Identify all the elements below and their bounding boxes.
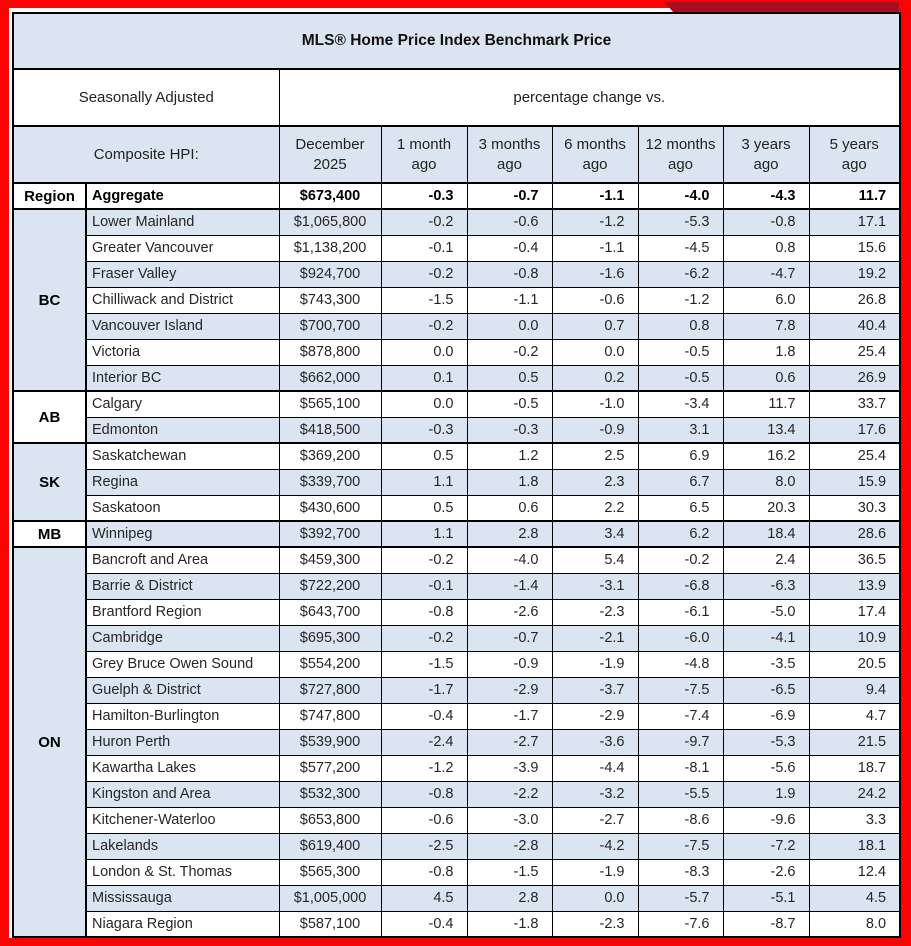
pct-6-months: -2.3 xyxy=(552,599,638,625)
pct-3-years: -4.7 xyxy=(723,261,809,287)
pct-6-months: -0.6 xyxy=(552,287,638,313)
pct-3-years: 20.3 xyxy=(723,495,809,521)
pct-3-years: -2.6 xyxy=(723,859,809,885)
area-name: Regina xyxy=(86,469,279,495)
pct-6-months: -0.9 xyxy=(552,417,638,443)
pct-5-years: 9.4 xyxy=(809,677,900,703)
benchmark-price: $722,200 xyxy=(279,573,381,599)
table-title-row xyxy=(13,13,900,69)
pct-3-months: -0.4 xyxy=(467,235,552,261)
pct-1-month: 0.1 xyxy=(381,365,467,391)
pct-3-months: -3.0 xyxy=(467,807,552,833)
table-row xyxy=(13,651,900,677)
pct-6-months: -2.1 xyxy=(552,625,638,651)
pct-3-years: -5.1 xyxy=(723,885,809,911)
pct-3-years: 8.0 xyxy=(723,469,809,495)
pct-6-months: 2.5 xyxy=(552,443,638,469)
pct-3-months: 0.6 xyxy=(467,495,552,521)
pct-3-months: 2.8 xyxy=(467,521,552,547)
benchmark-price: $1,138,200 xyxy=(279,235,381,261)
benchmark-price: $430,600 xyxy=(279,495,381,521)
pct-1-month: -0.4 xyxy=(381,911,467,937)
pct-12-months: -7.5 xyxy=(638,833,723,859)
pct-6-months: -3.2 xyxy=(552,781,638,807)
pct-3-months: -1.4 xyxy=(467,573,552,599)
pct-6-months: -4.4 xyxy=(552,755,638,781)
region-column-label: Region xyxy=(13,183,86,209)
seasonally-adjusted-label: Seasonally Adjusted xyxy=(13,69,279,126)
pct-5-years: 18.7 xyxy=(809,755,900,781)
table-row xyxy=(13,417,900,443)
benchmark-price: $532,300 xyxy=(279,781,381,807)
pct-3-months: -2.9 xyxy=(467,677,552,703)
column-header-row xyxy=(13,126,900,183)
area-name: Winnipeg xyxy=(86,521,279,547)
column-header-december-2025: December 2025 xyxy=(279,126,381,183)
pct-6-months: -3.6 xyxy=(552,729,638,755)
pct-1-month: -0.8 xyxy=(381,599,467,625)
pct-1-month: 0.0 xyxy=(381,391,467,417)
pct-1-month: 0.5 xyxy=(381,495,467,521)
benchmark-price: $643,700 xyxy=(279,599,381,625)
pct-1-month: -0.3 xyxy=(381,417,467,443)
pct-12-months: -8.1 xyxy=(638,755,723,781)
area-name: Saskatchewan xyxy=(86,443,279,469)
pct-1-month: 0.0 xyxy=(381,339,467,365)
province-label: MB xyxy=(13,521,86,547)
pct-5-years: 4.5 xyxy=(809,885,900,911)
area-name: Lower Mainland xyxy=(86,209,279,235)
pct-12-months: 6.2 xyxy=(638,521,723,547)
pct-5-years: 17.6 xyxy=(809,417,900,443)
pct-12-months: -0.5 xyxy=(638,339,723,365)
benchmark-price: $619,400 xyxy=(279,833,381,859)
pct-12-months: -6.0 xyxy=(638,625,723,651)
table-row xyxy=(13,677,900,703)
area-name: Guelph & District xyxy=(86,677,279,703)
table-row xyxy=(13,235,900,261)
area-name: Bancroft and Area xyxy=(86,547,279,573)
pct-3-years: -5.0 xyxy=(723,599,809,625)
table-row xyxy=(13,781,900,807)
pct-3-months: -2.2 xyxy=(467,781,552,807)
table-row xyxy=(13,287,900,313)
pct-12-months: -7.6 xyxy=(638,911,723,937)
column-header-6-months-ago: 6 months ago xyxy=(552,126,638,183)
pct-6-months: -2.3 xyxy=(552,911,638,937)
pct-6-months: -3.1 xyxy=(552,573,638,599)
pct-12-months: 3.1 xyxy=(638,417,723,443)
area-name: Interior BC xyxy=(86,365,279,391)
aggregate-pct-1-month: -0.3 xyxy=(381,183,467,209)
column-header-12-months-ago: 12 months ago xyxy=(638,126,723,183)
pct-3-months: -2.8 xyxy=(467,833,552,859)
pct-1-month: -0.8 xyxy=(381,859,467,885)
pct-5-years: 40.4 xyxy=(809,313,900,339)
pct-5-years: 36.5 xyxy=(809,547,900,573)
pct-6-months: -2.7 xyxy=(552,807,638,833)
table-row xyxy=(13,859,900,885)
pct-1-month: -0.2 xyxy=(381,209,467,235)
pct-12-months: 6.5 xyxy=(638,495,723,521)
pct-3-months: -2.7 xyxy=(467,729,552,755)
aggregate-pct-12-months: -4.0 xyxy=(638,183,723,209)
benchmark-price: $653,800 xyxy=(279,807,381,833)
pct-3-months: 2.8 xyxy=(467,885,552,911)
table-row xyxy=(13,573,900,599)
table-row xyxy=(13,755,900,781)
pct-3-months: 1.8 xyxy=(467,469,552,495)
table-row xyxy=(13,729,900,755)
pct-6-months: -1.6 xyxy=(552,261,638,287)
benchmark-price: $565,300 xyxy=(279,859,381,885)
pct-12-months: -4.5 xyxy=(638,235,723,261)
pct-1-month: -0.1 xyxy=(381,573,467,599)
benchmark-price: $695,300 xyxy=(279,625,381,651)
hpi-table xyxy=(12,12,901,938)
pct-5-years: 19.2 xyxy=(809,261,900,287)
table-row xyxy=(13,599,900,625)
benchmark-price: $1,065,800 xyxy=(279,209,381,235)
table-row xyxy=(13,391,900,417)
pct-12-months: -8.3 xyxy=(638,859,723,885)
aggregate-pct-3-years: -4.3 xyxy=(723,183,809,209)
pct-3-years: 1.9 xyxy=(723,781,809,807)
pct-1-month: -1.2 xyxy=(381,755,467,781)
pct-5-years: 25.4 xyxy=(809,443,900,469)
pct-12-months: -9.7 xyxy=(638,729,723,755)
pct-3-years: 0.8 xyxy=(723,235,809,261)
pct-3-years: 7.8 xyxy=(723,313,809,339)
pct-12-months: 0.8 xyxy=(638,313,723,339)
pct-1-month: -2.4 xyxy=(381,729,467,755)
subheader-row xyxy=(13,69,900,126)
percentage-change-label: percentage change vs. xyxy=(279,69,900,126)
area-name: Kawartha Lakes xyxy=(86,755,279,781)
pct-3-months: -1.7 xyxy=(467,703,552,729)
pct-3-months: 1.2 xyxy=(467,443,552,469)
pct-1-month: -0.2 xyxy=(381,313,467,339)
pct-12-months: -5.7 xyxy=(638,885,723,911)
pct-3-months: -0.7 xyxy=(467,625,552,651)
area-name: London & St. Thomas xyxy=(86,859,279,885)
area-name: Barrie & District xyxy=(86,573,279,599)
area-name: Hamilton-Burlington xyxy=(86,703,279,729)
area-name: Saskatoon xyxy=(86,495,279,521)
pct-5-years: 18.1 xyxy=(809,833,900,859)
benchmark-price: $700,700 xyxy=(279,313,381,339)
pct-12-months: -8.6 xyxy=(638,807,723,833)
area-name: Vancouver Island xyxy=(86,313,279,339)
benchmark-price: $554,200 xyxy=(279,651,381,677)
pct-6-months: -1.0 xyxy=(552,391,638,417)
area-name: Lakelands xyxy=(86,833,279,859)
benchmark-price: $418,500 xyxy=(279,417,381,443)
pct-3-years: 16.2 xyxy=(723,443,809,469)
pct-12-months: -3.4 xyxy=(638,391,723,417)
pct-6-months: -2.9 xyxy=(552,703,638,729)
pct-3-years: -3.5 xyxy=(723,651,809,677)
column-header-3-years-ago: 3 years ago xyxy=(723,126,809,183)
pct-12-months: -0.5 xyxy=(638,365,723,391)
benchmark-price: $339,700 xyxy=(279,469,381,495)
pct-1-month: 4.5 xyxy=(381,885,467,911)
province-label: BC xyxy=(13,209,86,391)
pct-5-years: 26.9 xyxy=(809,365,900,391)
area-name: Chilliwack and District xyxy=(86,287,279,313)
benchmark-price: $565,100 xyxy=(279,391,381,417)
pct-6-months: 5.4 xyxy=(552,547,638,573)
pct-5-years: 4.7 xyxy=(809,703,900,729)
pct-3-months: 0.0 xyxy=(467,313,552,339)
table-row xyxy=(13,313,900,339)
pct-3-years: 11.7 xyxy=(723,391,809,417)
pct-5-years: 17.4 xyxy=(809,599,900,625)
table-row xyxy=(13,521,900,547)
pct-5-years: 10.9 xyxy=(809,625,900,651)
pct-3-months: -0.8 xyxy=(467,261,552,287)
pct-6-months: -1.2 xyxy=(552,209,638,235)
pct-5-years: 15.9 xyxy=(809,469,900,495)
benchmark-price: $747,800 xyxy=(279,703,381,729)
pct-6-months: 0.2 xyxy=(552,365,638,391)
table-row xyxy=(13,547,900,573)
pct-1-month: 1.1 xyxy=(381,469,467,495)
table-row xyxy=(13,469,900,495)
pct-3-months: -4.0 xyxy=(467,547,552,573)
benchmark-price: $727,800 xyxy=(279,677,381,703)
table-row xyxy=(13,365,900,391)
pct-3-years: 18.4 xyxy=(723,521,809,547)
table-row xyxy=(13,625,900,651)
pct-6-months: -4.2 xyxy=(552,833,638,859)
table-row xyxy=(13,495,900,521)
pct-5-years: 24.2 xyxy=(809,781,900,807)
table-body xyxy=(13,183,900,937)
pct-5-years: 3.3 xyxy=(809,807,900,833)
pct-12-months: -1.2 xyxy=(638,287,723,313)
table-row xyxy=(13,261,900,287)
pct-3-months: -1.5 xyxy=(467,859,552,885)
pct-6-months: 3.4 xyxy=(552,521,638,547)
pct-1-month: -1.7 xyxy=(381,677,467,703)
area-name: Brantford Region xyxy=(86,599,279,625)
pct-5-years: 26.8 xyxy=(809,287,900,313)
pct-6-months: 0.0 xyxy=(552,885,638,911)
pct-1-month: -1.5 xyxy=(381,651,467,677)
benchmark-price: $392,700 xyxy=(279,521,381,547)
pct-1-month: -1.5 xyxy=(381,287,467,313)
aggregate-pct-6-months: -1.1 xyxy=(552,183,638,209)
benchmark-price: $662,000 xyxy=(279,365,381,391)
area-name: Cambridge xyxy=(86,625,279,651)
pct-6-months: 2.3 xyxy=(552,469,638,495)
pct-3-years: 1.8 xyxy=(723,339,809,365)
column-header-1-month-ago: 1 month ago xyxy=(381,126,467,183)
pct-3-years: -8.7 xyxy=(723,911,809,937)
area-name: Edmonton xyxy=(86,417,279,443)
pct-12-months: -5.3 xyxy=(638,209,723,235)
benchmark-price: $878,800 xyxy=(279,339,381,365)
pct-5-years: 8.0 xyxy=(809,911,900,937)
province-label: AB xyxy=(13,391,86,443)
pct-3-years: -6.3 xyxy=(723,573,809,599)
pct-1-month: -0.2 xyxy=(381,625,467,651)
pct-6-months: -1.9 xyxy=(552,859,638,885)
area-name: Grey Bruce Owen Sound xyxy=(86,651,279,677)
pct-3-years: -6.9 xyxy=(723,703,809,729)
pct-1-month: -0.2 xyxy=(381,261,467,287)
pct-3-years: 13.4 xyxy=(723,417,809,443)
pct-3-years: 0.6 xyxy=(723,365,809,391)
pct-3-years: -7.2 xyxy=(723,833,809,859)
benchmark-price: $924,700 xyxy=(279,261,381,287)
pct-1-month: -0.1 xyxy=(381,235,467,261)
pct-3-months: -3.9 xyxy=(467,755,552,781)
aggregate-pct-3-months: -0.7 xyxy=(467,183,552,209)
pct-3-months: -0.9 xyxy=(467,651,552,677)
benchmark-price: $577,200 xyxy=(279,755,381,781)
pct-6-months: 0.0 xyxy=(552,339,638,365)
area-name: Greater Vancouver xyxy=(86,235,279,261)
pct-1-month: -2.5 xyxy=(381,833,467,859)
aggregate-pct-5-years: 11.7 xyxy=(809,183,900,209)
pct-12-months: -0.2 xyxy=(638,547,723,573)
pct-1-month: -0.8 xyxy=(381,781,467,807)
pct-6-months: -3.7 xyxy=(552,677,638,703)
pct-12-months: -7.5 xyxy=(638,677,723,703)
benchmark-price: $369,200 xyxy=(279,443,381,469)
pct-5-years: 17.1 xyxy=(809,209,900,235)
pct-5-years: 13.9 xyxy=(809,573,900,599)
table-row xyxy=(13,833,900,859)
pct-5-years: 21.5 xyxy=(809,729,900,755)
area-name: Victoria xyxy=(86,339,279,365)
pct-5-years: 33.7 xyxy=(809,391,900,417)
pct-3-years: 6.0 xyxy=(723,287,809,313)
pct-12-months: 6.7 xyxy=(638,469,723,495)
composite-hpi-label: Composite HPI: xyxy=(13,126,279,183)
pct-1-month: 1.1 xyxy=(381,521,467,547)
area-name: Calgary xyxy=(86,391,279,417)
pct-12-months: -6.8 xyxy=(638,573,723,599)
table-row xyxy=(13,443,900,469)
province-label: ON xyxy=(13,547,86,937)
pct-3-years: -4.1 xyxy=(723,625,809,651)
pct-3-months: -0.5 xyxy=(467,391,552,417)
pct-6-months: 2.2 xyxy=(552,495,638,521)
pct-6-months: 0.7 xyxy=(552,313,638,339)
pct-12-months: -7.4 xyxy=(638,703,723,729)
aggregate-row xyxy=(13,183,900,209)
pct-12-months: -6.1 xyxy=(638,599,723,625)
pct-1-month: -0.2 xyxy=(381,547,467,573)
pct-3-years: -0.8 xyxy=(723,209,809,235)
table-row xyxy=(13,209,900,235)
table-row xyxy=(13,911,900,937)
pct-5-years: 15.6 xyxy=(809,235,900,261)
table-row xyxy=(13,703,900,729)
pct-3-months: -1.1 xyxy=(467,287,552,313)
pct-6-months: -1.1 xyxy=(552,235,638,261)
table-row xyxy=(13,339,900,365)
pct-3-years: -5.6 xyxy=(723,755,809,781)
pct-12-months: 6.9 xyxy=(638,443,723,469)
page-title: MLS® Home Price Index Benchmark Price xyxy=(13,13,900,69)
area-name: Kingston and Area xyxy=(86,781,279,807)
area-name: Fraser Valley xyxy=(86,261,279,287)
pct-5-years: 20.5 xyxy=(809,651,900,677)
benchmark-price: $539,900 xyxy=(279,729,381,755)
area-name: Niagara Region xyxy=(86,911,279,937)
pct-3-months: -1.8 xyxy=(467,911,552,937)
pct-6-months: -1.9 xyxy=(552,651,638,677)
aggregate-price: $673,400 xyxy=(279,183,381,209)
area-name: Kitchener-Waterloo xyxy=(86,807,279,833)
pct-1-month: 0.5 xyxy=(381,443,467,469)
pct-3-years: -6.5 xyxy=(723,677,809,703)
area-name: Huron Perth xyxy=(86,729,279,755)
pct-5-years: 28.6 xyxy=(809,521,900,547)
table-row xyxy=(13,807,900,833)
column-header-3-months-ago: 3 months ago xyxy=(467,126,552,183)
pct-3-years: -5.3 xyxy=(723,729,809,755)
province-label: SK xyxy=(13,443,86,521)
aggregate-name: Aggregate xyxy=(86,183,279,209)
pct-1-month: -0.6 xyxy=(381,807,467,833)
area-name: Mississauga xyxy=(86,885,279,911)
pct-5-years: 30.3 xyxy=(809,495,900,521)
benchmark-price: $459,300 xyxy=(279,547,381,573)
pct-3-months: -0.3 xyxy=(467,417,552,443)
pct-12-months: -5.5 xyxy=(638,781,723,807)
benchmark-price: $743,300 xyxy=(279,287,381,313)
pct-3-months: -2.6 xyxy=(467,599,552,625)
pct-12-months: -4.8 xyxy=(638,651,723,677)
pct-3-months: -0.2 xyxy=(467,339,552,365)
column-header-5-years-ago: 5 years ago xyxy=(809,126,900,183)
pct-3-years: 2.4 xyxy=(723,547,809,573)
benchmark-price: $1,005,000 xyxy=(279,885,381,911)
pct-12-months: -6.2 xyxy=(638,261,723,287)
pct-1-month: -0.4 xyxy=(381,703,467,729)
pct-5-years: 12.4 xyxy=(809,859,900,885)
pct-5-years: 25.4 xyxy=(809,339,900,365)
pct-3-years: -9.6 xyxy=(723,807,809,833)
pct-3-months: -0.6 xyxy=(467,209,552,235)
table-row xyxy=(13,885,900,911)
pct-3-months: 0.5 xyxy=(467,365,552,391)
benchmark-price: $587,100 xyxy=(279,911,381,937)
